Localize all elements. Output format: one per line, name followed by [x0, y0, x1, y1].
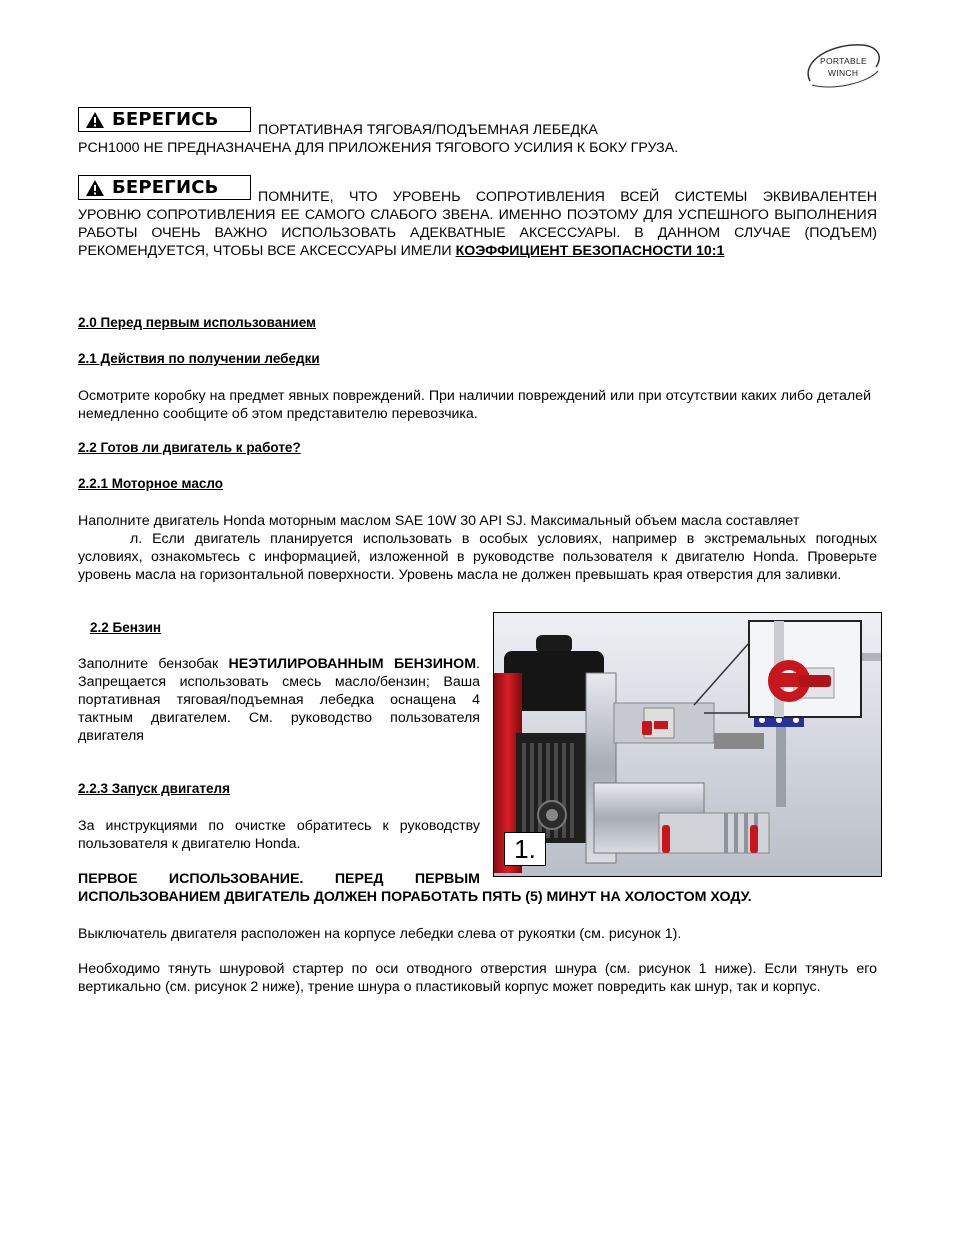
heading-2-2-1: 2.2.1 Моторное масло: [78, 476, 223, 491]
logo-line1: PORTABLE: [820, 56, 867, 66]
petrol-text: [78, 655, 480, 745]
switch-text: Выключатель двигателя расположен на корпусе лебедки слева от рукоятки (см. рисунок 1).: [78, 926, 682, 942]
heading-petrol: 2.2 Бензин: [90, 620, 162, 635]
heading-2-0: 2.0 Перед первым использованием: [78, 315, 317, 330]
warning-badge-1: [78, 107, 251, 132]
warning-label-2: БЕРЕГИСЬ: [112, 177, 219, 198]
warning-triangle-icon: [85, 111, 105, 129]
figure-label: 1.: [504, 832, 546, 866]
section-2-2-1-first-line: Наполните двигатель Honda моторным маслом SAE 10W 30 API SJ. Максимальный объем масла составляет: [78, 513, 800, 529]
warning-2-body: [78, 206, 877, 260]
petrol-pre: Заполните бензобак: [78, 656, 219, 672]
heading-2-2: 2.2 Готов ли двигатель к работе?: [78, 440, 301, 455]
heading-2-1: 2.1 Действия по получении лебедки: [78, 351, 320, 366]
safety-factor: КОЭФФИЦИЕНТ БЕЗОПАСНОСТИ 10:1: [455, 243, 725, 259]
section-2-1-text: Осмотрите коробку на предмет явных повреждений. При наличии повреждений или при отсутствии каких либо деталей немедленно сообщите об этом представителю перевозчика.: [78, 388, 871, 422]
figure-1-photo: [493, 612, 882, 877]
portable-winch-logo: [802, 41, 882, 91]
logo-swoosh-icon: [802, 41, 882, 91]
petrol-bold: НЕЭТИЛИРОВАННЫМ БЕНЗИНОМ: [228, 656, 477, 672]
heading-2-2-3: 2.2.3 Запуск двигателя: [78, 781, 230, 796]
warning-badge-2: [78, 175, 251, 200]
winch-engine-illustration: [494, 613, 881, 876]
section-2-2-1-text: л. Если двигатель планируется использовать в особых условиях, например в экстремальных погодных условиях, ознакомьтесь с информацией, изложенной в руководстве пользователя к двигателю Honda. Проверьте уровень масла на горизонтальной поверхности. Уровень масла не должен превышать края отверстия для заливки.: [78, 531, 877, 583]
warning-1-rest: PCH1000 НЕ ПРЕДНАЗНАЧЕНА ДЛЯ ПРИЛОЖЕНИЯ ТЯГОВОГО УСИЛИЯ К БОКУ ГРУЗА.: [78, 140, 679, 156]
warning-1-first-line: ПОРТАТИВНАЯ ТЯГОВАЯ/ПОДЪЕМНАЯ ЛЕБЕДКА: [258, 122, 598, 138]
logo-line2: WINCH: [828, 68, 859, 78]
section-2-2-3-text: За инструкциями по очистке обратитесь к руководству пользователя к двигателю Honda.: [78, 818, 480, 852]
warning-2-first-line: ПОМНИТЕ, ЧТО УРОВЕНЬ СОПРОТИВЛЕНИЯ ВСЕЙ СИСТЕМЫ ЭКВИВАЛЕНТЕН: [258, 189, 877, 205]
first-use-line1: ПЕРВОЕ ИСПОЛЬЗОВАНИЕ. ПЕРЕД ПЕРВЫМ: [78, 871, 480, 887]
cord-text: Необходимо тянуть шнуровой стартер по оси отводного отверстия шнура (см. рисунок 1 ниже). Если тянуть его вертикально (см. рисунок 2 ниже), трение шнура о пластиковый корпус может повредить как шнур, так и корпус.: [78, 961, 877, 995]
first-use-line2: ИСПОЛЬЗОВАНИЕМ ДВИГАТЕЛЬ ДОЛЖЕН ПОРАБОТАТЬ ПЯТЬ (5) МИНУТ НА ХОЛОСТОМ ХОДУ.: [78, 889, 752, 905]
warning-triangle-icon: [85, 179, 105, 197]
warning-label-1: БЕРЕГИСЬ: [112, 109, 219, 130]
petrol-post: . Запрещается использовать смесь масло/бензин; Ваша портативная тяговая/подъемная лебедка оснащена 4 тактным двигателем. См. руководство пользователя двигателя: [78, 656, 480, 744]
warning-2-rest: УРОВНЮ СОПРОТИВЛЕНИЯ ЕЕ САМОГО СЛАБОГО ЗВЕНА. ИМЕННО ПОЭТОМУ ДЛЯ УСПЕШНОГО ВЫПОЛНЕНИЯ РАБОТЫ ОЧЕНЬ ВАЖНО ИСПОЛЬЗОВАТЬ АДЕКВАТНЫЕ АКСЕССУАРЫ. В ДАННОМ СЛУЧАЕ (ПОДЪЕМ) РЕКОМЕНДУЕТСЯ, ЧТОБЫ ВСЕ АКСЕССУАРЫ ИМЕЛИ: [78, 207, 877, 259]
